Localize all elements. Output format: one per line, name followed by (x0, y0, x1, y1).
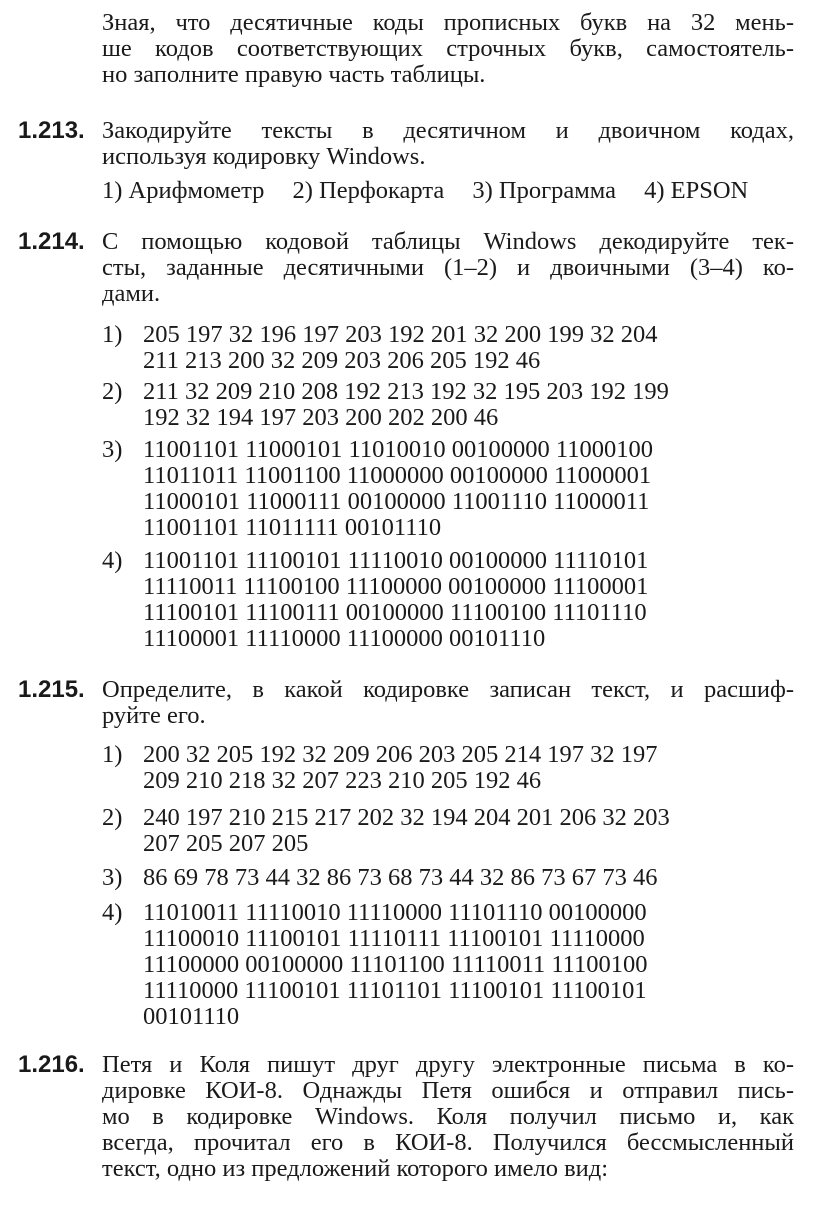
code-line: 11001101 11000101 11010010 00100000 11000100 (143, 436, 653, 463)
exercise-number-1-214: 1.214. (18, 228, 85, 255)
exercise-number-1-215: 1.215. (18, 676, 85, 703)
code-line: 200 32 205 192 32 209 206 203 205 214 197 32 197 (143, 741, 658, 768)
exercise-number-1-216: 1.216. (18, 1051, 85, 1078)
item-label: 2) (102, 804, 123, 831)
text-line: Петя и Коля пишут друг другу электронные письма в ко- (102, 1051, 794, 1078)
list-item (143, 805, 793, 857)
code-line: 11010011 11110010 11110000 11101110 00100000 (143, 899, 647, 926)
list-item (143, 742, 793, 794)
code-line: 209 210 218 32 207 223 210 205 192 46 (143, 767, 542, 794)
text-line: дировке КОИ-8. Однажды Петя ошибся и отправил пись- (102, 1077, 794, 1104)
list-item: 1) Арифмометр (102, 177, 265, 204)
code-line: 11000101 11000111 00100000 11001110 11000011 (143, 488, 650, 515)
text-line: С помощью кодовой таблицы Windows декодируйте тек- (102, 228, 794, 255)
text-line: ше кодов соответствующих строчных букв, самостоятель- (102, 35, 794, 62)
text-line: но заполните правую часть таблицы. (102, 61, 486, 88)
text-line: используя кодировку Windows. (102, 143, 426, 170)
exercise-1-215-text (102, 677, 794, 729)
list-item (143, 379, 793, 431)
list-item (143, 548, 793, 652)
text-line: Зная, что десятичные коды прописных букв на 32 мень- (102, 9, 794, 36)
item-label: 4) (102, 547, 123, 574)
code-line: 00101110 (143, 1003, 240, 1030)
list-item (143, 322, 793, 374)
code-line: 11110011 11100100 11100000 00100000 11100001 (143, 573, 649, 600)
code-line: 86 69 78 73 44 32 86 73 68 73 44 32 86 73 67 73 46 (143, 864, 658, 891)
intro-paragraph (102, 10, 794, 88)
item-label: 3) (102, 436, 123, 463)
exercise-1-213-items (102, 178, 794, 204)
code-line: 192 32 194 197 203 200 202 200 46 (143, 404, 499, 431)
text-line: мо в кодировке Windows. Коля получил письмо и, как (102, 1103, 794, 1130)
exercise-number-1-213: 1.213. (18, 117, 85, 144)
item-label: 4) (102, 899, 123, 926)
code-line: 211 213 200 32 209 203 206 205 192 46 (143, 347, 541, 374)
list-item (143, 865, 793, 891)
code-line: 211 32 209 210 208 192 213 192 32 195 203 192 199 (143, 378, 669, 405)
code-line: 11100010 11100101 11110111 11100101 11110000 (143, 925, 645, 952)
list-item: 3) Программа (472, 177, 616, 204)
item-label: 1) (102, 741, 123, 768)
item-label: 1) (102, 321, 123, 348)
text-line: руйте его. (102, 702, 206, 729)
list-item (143, 900, 793, 1030)
item-label: 2) (102, 378, 123, 405)
list-item: 4) EPSON (644, 177, 749, 204)
text-line: дами. (102, 280, 161, 307)
code-line: 11001101 11011111 00101110 (143, 514, 442, 541)
exercise-1-214-text (102, 229, 794, 307)
code-line: 11100101 11100111 00100000 11100100 11101110 (143, 599, 647, 626)
exercise-1-216-text (102, 1052, 794, 1182)
code-line: 11001101 11100101 11110010 00100000 11110101 (143, 547, 649, 574)
item-label: 3) (102, 864, 123, 891)
code-line: 11100000 00100000 11101100 11110011 11100100 (143, 951, 648, 978)
code-line: 240 197 210 215 217 202 32 194 204 201 206 32 203 (143, 804, 670, 831)
code-line: 11110000 11100101 11101101 11100101 11100101 (143, 977, 647, 1004)
text-line: всегда, прочитал его в КОИ-8. Получился бессмысленный (102, 1129, 794, 1156)
list-item (143, 437, 793, 541)
text-line: Определите, в какой кодировке записан текст, и расшиф- (102, 676, 794, 703)
text-line: Закодируйте тексты в десятичном и двоичном кодах, (102, 117, 794, 144)
text-line: сты, заданные десятичными (1–2) и двоичными (3–4) ко- (102, 254, 794, 281)
code-line: 205 197 32 196 197 203 192 201 32 200 199 32 204 (143, 321, 658, 348)
code-line: 11011011 11001100 11000000 00100000 11000001 (143, 462, 652, 489)
list-item: 2) Перфокарта (292, 177, 445, 204)
exercise-1-213-text (102, 118, 794, 170)
code-line: 11100001 11110000 11100000 00101110 (143, 625, 546, 652)
text-line: текст, одно из предложений которого имело вид: (102, 1155, 609, 1182)
code-line: 207 205 207 205 (143, 830, 309, 857)
